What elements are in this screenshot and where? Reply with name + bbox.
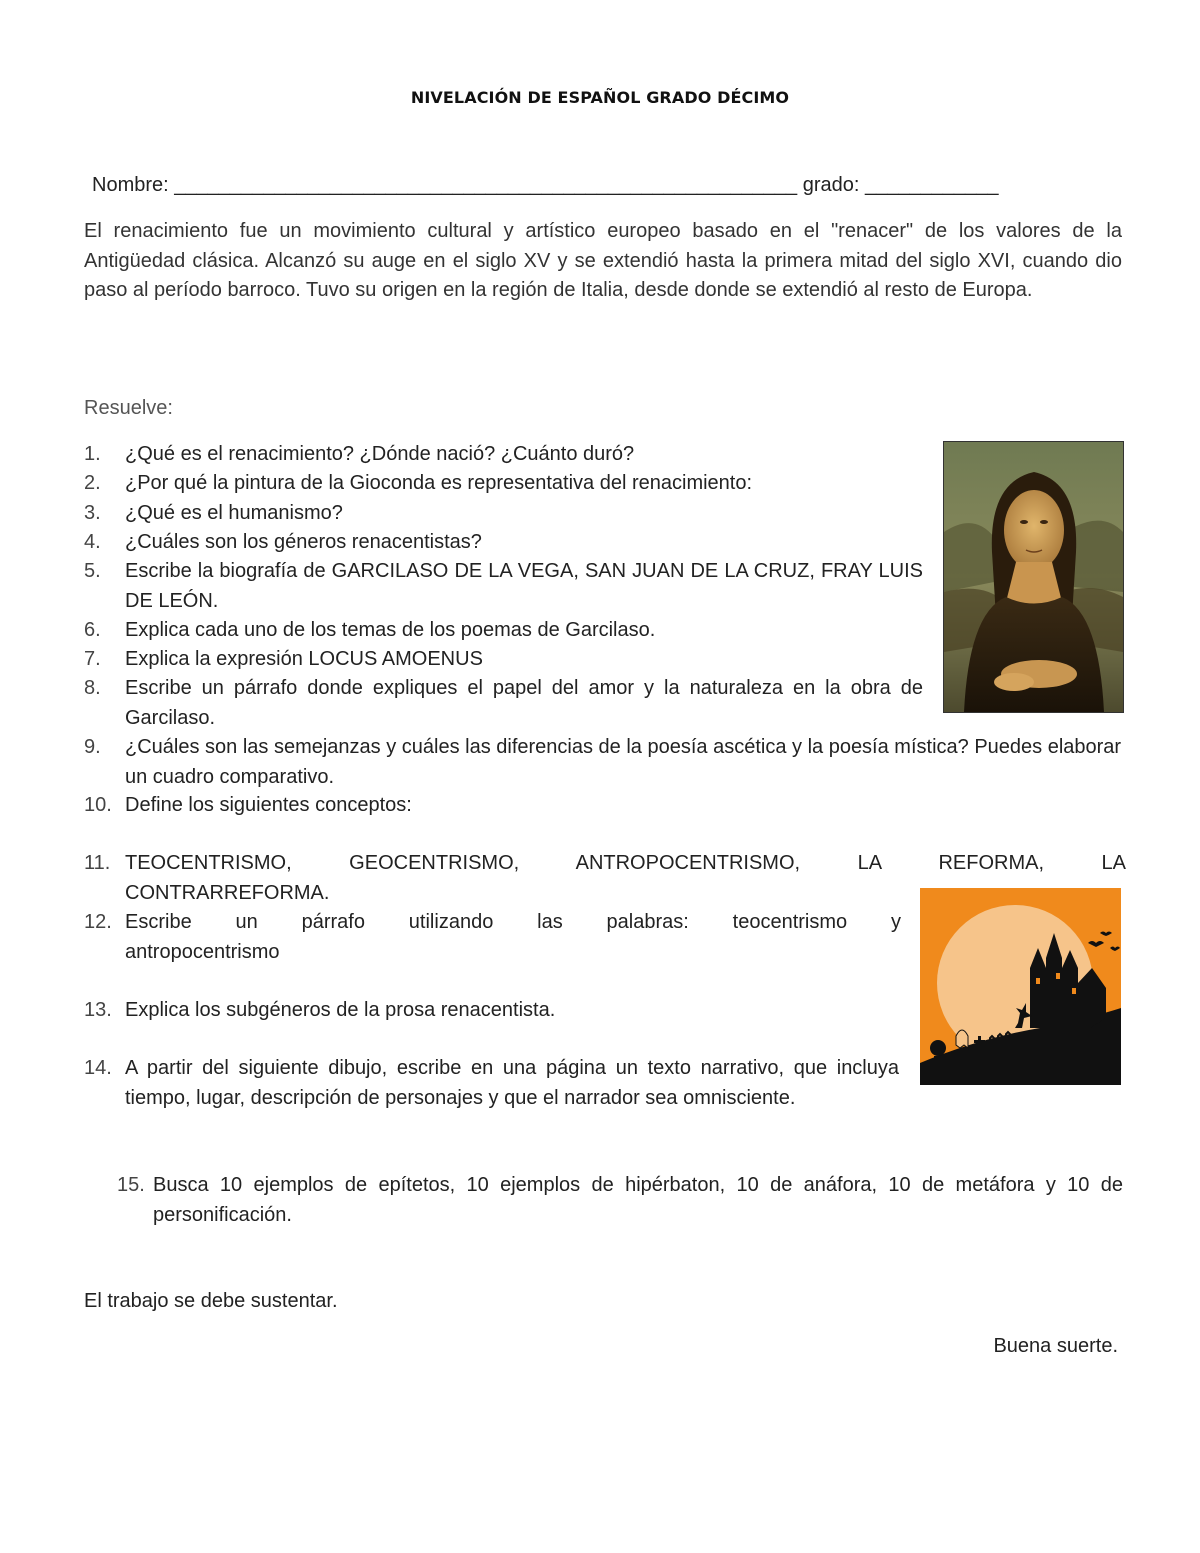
item-number: 6.	[84, 619, 101, 641]
item-text: ¿Por qué la pintura de la Gioconda es representativa del renacimiento:	[125, 472, 753, 494]
item-text: Escribe un párrafo donde expliques el papel del amor y la naturaleza en la obra de Garcilaso.	[125, 677, 923, 729]
item-text: Explica la expresión LOCUS AMOENUS	[125, 648, 483, 670]
item-number: 4.	[84, 531, 101, 553]
farewell-text: Buena suerte.	[993, 1335, 1118, 1357]
item-number: 15.	[117, 1174, 145, 1196]
item-text: ¿Qué es el humanismo?	[125, 502, 343, 524]
item-text: Escribe un párrafo utilizando las palabras: teocentrismo y antropocentrismo	[125, 911, 901, 963]
item-number: 2.	[84, 472, 101, 494]
item-number: 3.	[84, 502, 101, 524]
item-number: 11.	[84, 852, 111, 874]
item-text: ¿Cuáles son las semejanzas y cuáles las diferencias de la poesía ascética y la poesía mística? Puedes elaborar un cuadro comparativo.	[125, 736, 1122, 788]
item-number: 5.	[84, 560, 101, 582]
item-text: TEOCENTRISMO, GEOCENTRISMO, ANTROPOCENTRISMO, LA REFORMA, LA CONTRARREFORMA.	[125, 852, 1126, 904]
intro-paragraph: El renacimiento fue un movimiento cultural y artístico europeo basado en el "renacer" de los valores de la Antigüedad clásica. Alcanzó su auge en el siglo XV y se extendió hasta la primera mitad del siglo XVI, cuando dio paso al período barroco. Tuvo su origen en la región de Italia, desde donde se extendió al resto de Europa.	[84, 220, 1122, 301]
item-text: Busca 10 ejemplos de epítetos, 10 ejemplos de hipérbaton, 10 de anáfora, 10 de metáfora y 10 de personificación.	[153, 1174, 1123, 1226]
item-number: 8.	[84, 677, 101, 699]
item-number: 9.	[84, 736, 101, 758]
document-title: NIVELACIÓN DE ESPAÑOL GRADO DÉCIMO	[410, 88, 790, 107]
item-text: Define los siguientes conceptos:	[125, 794, 412, 816]
item-text: A partir del siguiente dibujo, escribe en una página un texto narrativo, que incluya tiempo, lugar, descripción de personajes y que el narrador sea omnisciente.	[125, 1057, 899, 1109]
item-number: 12.	[84, 911, 112, 933]
item-number: 14.	[84, 1057, 112, 1079]
closing-note: El trabajo se debe sustentar.	[84, 1290, 338, 1312]
item-text: Explica cada uno de los temas de los poemas de Garcilaso.	[125, 619, 656, 641]
haunted-house-icon	[920, 888, 1121, 1085]
halloween-image	[920, 888, 1121, 1085]
item-text: ¿Qué es el renacimiento? ¿Dónde nació? ¿Cuánto duró?	[125, 443, 635, 465]
mona-lisa-image	[943, 441, 1124, 713]
mona-lisa-painting-icon	[944, 442, 1123, 712]
item-number: 7.	[84, 648, 101, 670]
instructions-label: Resuelve:	[84, 397, 173, 419]
item-text: Explica los subgéneros de la prosa renacentista.	[125, 999, 556, 1021]
item-number: 13.	[84, 999, 112, 1021]
name-grade-field: Nombre: ________________________________________________________ grado: ____________	[92, 174, 999, 196]
item-number: 1.	[84, 443, 101, 465]
item-number: 10.	[84, 794, 112, 816]
item-text: Escribe la biografía de GARCILASO DE LA VEGA, SAN JUAN DE LA CRUZ, FRAY LUIS DE LEÓN.	[125, 560, 923, 612]
item-text: ¿Cuáles son los géneros renacentistas?	[125, 531, 482, 553]
